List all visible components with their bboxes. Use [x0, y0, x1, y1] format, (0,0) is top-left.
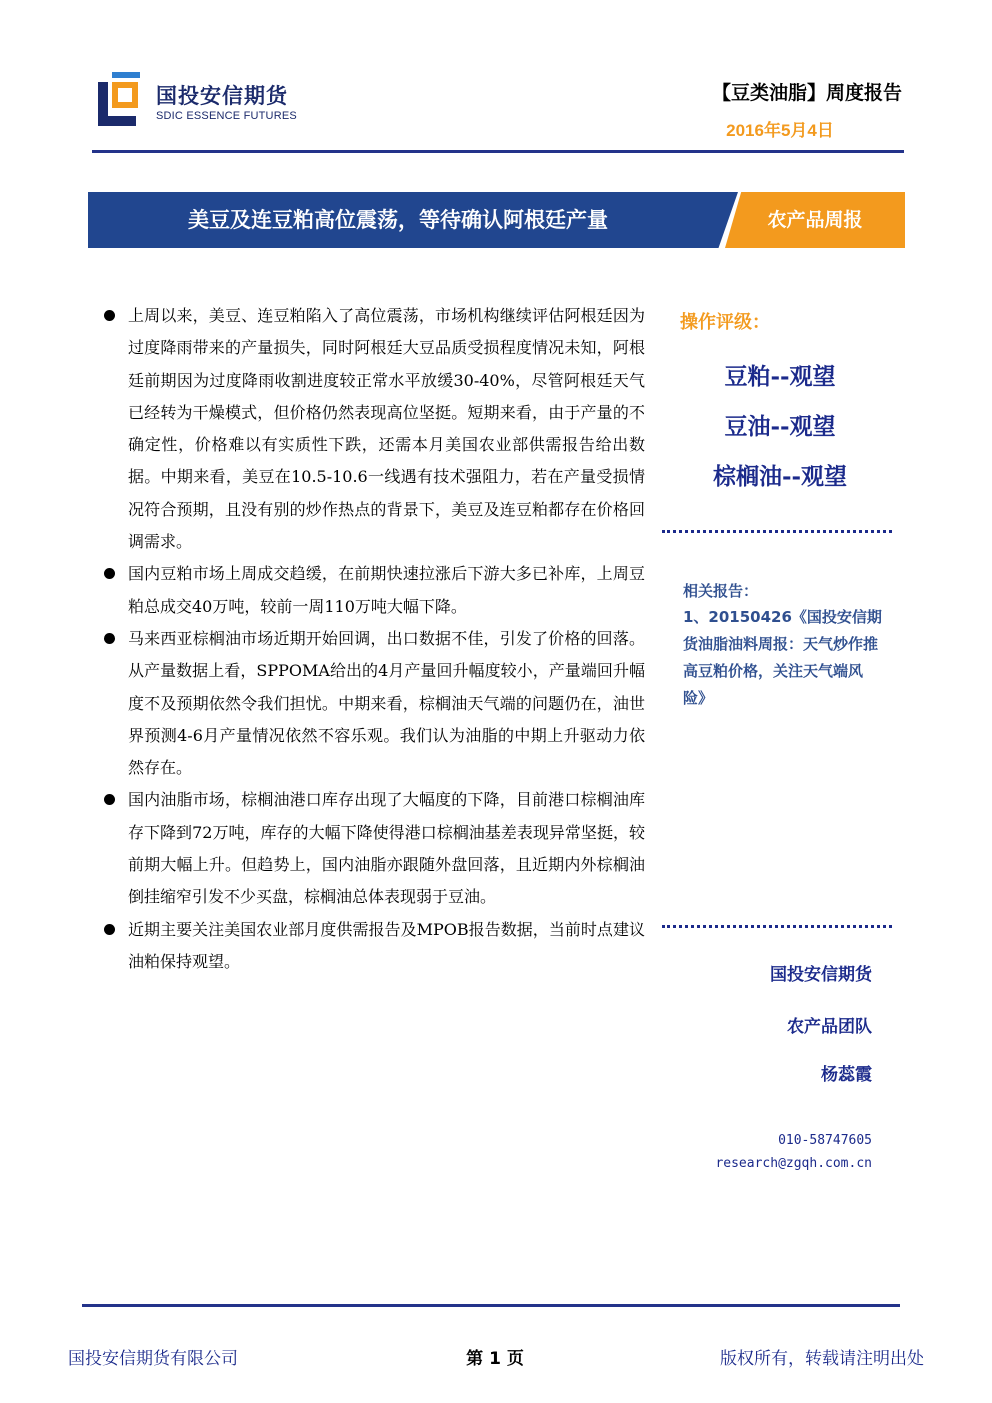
logo-mark-icon — [98, 72, 140, 126]
bullet-text: 国内豆粕市场上周成交趋缓，在前期快速拉涨后下游大多已补库，上周豆粕总成交40万吨，较前一周110万吨大幅下降。 — [128, 564, 645, 616]
report-title: 美豆及连豆粕高位震荡，等待确认阿根廷产量 — [188, 207, 608, 232]
rating-soyoil: 豆油--观望 — [724, 413, 836, 440]
company-logo — [98, 72, 308, 128]
header-divider — [92, 150, 904, 153]
bullet-text: 国内油脂市场，棕榈油港口库存出现了大幅度的下降，目前港口棕榈油库存下降到72万吨，库存的大幅下降使得港口棕榈油基差表现异常坚挺，较前期大幅上升。但趋势上，国内油脂亦跟随外盘回落，且近期内外棕榈油倒挂缩窄引发不少买盘，棕榈油总体表现弱于豆油。 — [128, 790, 645, 907]
related-report-link[interactable]: 1、20150426《国投安信期货油脂油料周报：天气炒作推高豆粕价格，关注天气端风险》 — [683, 608, 882, 707]
bullet-text: 近期主要关注美国农业部月度供需报告及MPOB报告数据，当前时点建议油粕保持观望。 — [128, 919, 645, 971]
bullet-dot-icon — [104, 568, 115, 579]
summary-bullet — [100, 300, 645, 558]
page-number: 第 1 页 — [466, 1349, 524, 1369]
rating-label: 操作评级： — [680, 312, 770, 333]
report-type: 【豆类油脂】周度报告 — [711, 82, 902, 104]
summary-bullet — [100, 784, 645, 913]
footer-copyright: 版权所有，转载请注明出处 — [720, 1349, 924, 1369]
contact-email[interactable]: research@zgqh.com.cn — [715, 1156, 872, 1171]
summary-bullet — [100, 914, 645, 979]
author-name: 杨蕊霞 — [821, 1065, 872, 1085]
company-name: 国投安信期货 — [770, 965, 872, 985]
sidebar-divider — [662, 530, 892, 533]
logo-en-text: SDIC ESSENCE FUTURES — [156, 110, 297, 122]
bullet-dot-icon — [104, 633, 115, 644]
report-date: 2016年5月4日 — [726, 121, 834, 140]
bullet-text: 上周以来，美豆、连豆粕陷入了高位震荡，市场机构继续评估阿根廷因为过度降雨带来的产量损失，同时阿根廷大豆品质受损程度情况未知，阿根廷前期因为过度降雨收割进度较正常水平放缓30-40%，尽管阿根廷天气已经转为干燥模式，但价格仍然表现高位坚挺。短期来看，由于产量的不确定性，价格难以有实质性下跌，还需本月美国农业部供需报告给出数据。中期来看，美豆在10.5-10.6一线遇有技术强阻力，若在产量受损情况符合预期，且没有别的炒作热点的背景下，美豆及连豆粕都存在价格回调需求。 — [128, 306, 645, 552]
sidebar-divider — [662, 925, 892, 928]
report-category-tag: 农产品周报 — [767, 209, 863, 231]
summary-bullets — [100, 300, 645, 978]
footer-company: 国投安信期货有限公司 — [68, 1349, 238, 1369]
summary-bullet — [100, 558, 645, 623]
rating-soymeal: 豆粕--观望 — [724, 363, 836, 390]
related-reports-label: 相关报告： — [683, 582, 759, 600]
summary-bullet — [100, 623, 645, 784]
bullet-dot-icon — [104, 924, 115, 935]
logo-cn-text: 国投安信期货 — [156, 84, 288, 108]
bullet-dot-icon — [104, 310, 115, 321]
contact-phone: 010-58747605 — [778, 1133, 872, 1148]
bullet-text: 马来西亚棕榈油市场近期开始回调，出口数据不佳，引发了价格的回落。从产量数据上看，SPPOMA给出的4月产量回升幅度较小，产量端回升幅度不及预期依然令我们担忧。中期来看，棕榈油天气端的问题仍在，油世界预测4-6月产量情况依然不容乐观。我们认为油脂的中期上升驱动力依然存在。 — [128, 628, 645, 778]
rating-palmoil: 棕榈油--观望 — [712, 463, 848, 490]
team-name: 农产品团队 — [787, 1017, 872, 1037]
bullet-dot-icon — [104, 794, 115, 805]
footer-divider — [82, 1304, 900, 1307]
